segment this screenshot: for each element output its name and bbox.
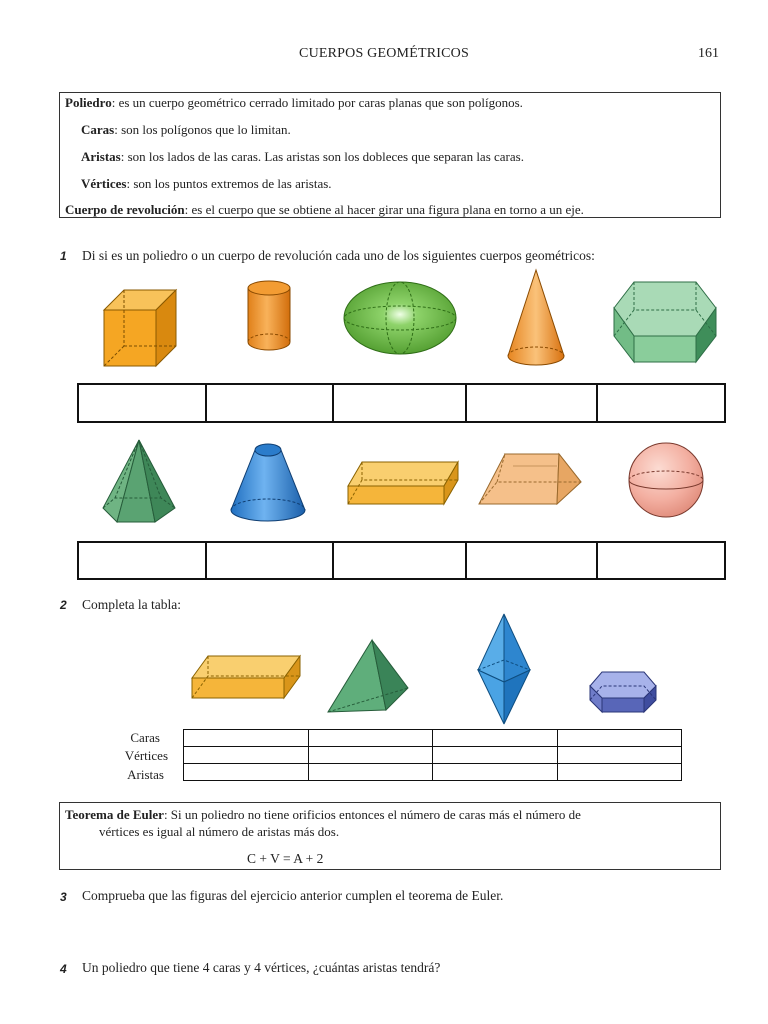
row-label-caras: Caras bbox=[130, 730, 160, 745]
table-row bbox=[184, 747, 682, 764]
sphere-figure bbox=[626, 440, 706, 520]
cylinder-figure bbox=[244, 280, 294, 354]
definition-text: : son los puntos extremos de las aristas. bbox=[126, 176, 332, 191]
exercise-3-number: 3 bbox=[60, 890, 67, 904]
exercise-2-text: Completa la tabla: bbox=[82, 597, 181, 612]
definition-caras bbox=[81, 122, 291, 138]
table-cell[interactable] bbox=[558, 764, 682, 781]
term-euler: Teorema de Euler bbox=[65, 807, 164, 822]
cone-figure bbox=[506, 268, 566, 370]
definition-vertices bbox=[81, 176, 332, 192]
euler-text-1: : Si un poliedro no tiene orificios entonces el número de caras más el número de bbox=[163, 807, 581, 822]
answer-cell[interactable] bbox=[466, 384, 597, 422]
answer-cell[interactable] bbox=[78, 384, 206, 422]
definition-poliedro bbox=[65, 95, 523, 111]
cube-figure bbox=[100, 286, 180, 368]
definition-cuerpo-revolucion bbox=[65, 202, 584, 218]
definition-text: : es el cuerpo que se obtiene al hacer girar una figura plana en torno a un eje. bbox=[184, 202, 584, 217]
exercise-4-text: Un poliedro que tiene 4 caras y 4 vértices, ¿cuántas aristas tendrá? bbox=[82, 960, 441, 975]
table-cell[interactable] bbox=[309, 730, 433, 747]
exercise-2-number: 2 bbox=[60, 598, 67, 612]
page-number: 161 bbox=[698, 46, 719, 61]
tetrahedron-figure bbox=[326, 638, 410, 716]
rectangular-prism-figure bbox=[346, 458, 460, 508]
truncated-cone-figure bbox=[229, 442, 307, 524]
answer-cell[interactable] bbox=[466, 542, 597, 579]
term-caras: Caras bbox=[81, 122, 115, 137]
definition-aristas bbox=[81, 149, 524, 165]
table-cell[interactable] bbox=[184, 747, 309, 764]
term-cuerpo-revolucion: Cuerpo de revolución bbox=[65, 202, 185, 217]
definitions-box bbox=[59, 92, 721, 218]
term-aristas: Aristas bbox=[81, 149, 121, 164]
answer-cell[interactable] bbox=[206, 542, 333, 579]
hexagonal-prism-figure-2 bbox=[588, 668, 658, 714]
answer-row-1 bbox=[77, 383, 726, 423]
frustum-prism-figure bbox=[477, 452, 583, 508]
table-cell[interactable] bbox=[433, 764, 558, 781]
exercise-1-text: Di si es un poliedro o un cuerpo de revolución cada uno de los siguientes cuerpos geométricos: bbox=[82, 248, 595, 263]
term-poliedro: Poliedro bbox=[65, 95, 112, 110]
table-cell[interactable] bbox=[309, 764, 433, 781]
page-title: CUERPOS GEOMÉTRICOS bbox=[299, 46, 469, 61]
euler-line-1 bbox=[65, 807, 581, 823]
answer-cell[interactable] bbox=[78, 542, 206, 579]
table-cell[interactable] bbox=[558, 747, 682, 764]
table-cell[interactable] bbox=[309, 747, 433, 764]
table-cell[interactable] bbox=[433, 747, 558, 764]
exercise-4-number: 4 bbox=[60, 962, 67, 976]
table-cell[interactable] bbox=[433, 730, 558, 747]
table-row bbox=[184, 730, 682, 747]
table-row bbox=[184, 764, 682, 781]
table-cell[interactable] bbox=[184, 730, 309, 747]
euler-line-2: vértices es igual al número de aristas más dos. bbox=[99, 824, 340, 839]
rectangular-prism-figure-2 bbox=[190, 652, 302, 700]
exercise-3-text: Comprueba que las figuras del ejercicio anterior cumplen el teorema de Euler. bbox=[82, 888, 504, 903]
row-label-vertices: Vértices bbox=[124, 748, 168, 763]
answer-cell[interactable] bbox=[597, 542, 725, 579]
answer-row-2 bbox=[77, 541, 726, 580]
answer-cell[interactable] bbox=[597, 384, 725, 422]
answer-cell[interactable] bbox=[333, 384, 466, 422]
row-label-aristas: Aristas bbox=[127, 767, 164, 782]
hexagonal-prism-figure bbox=[612, 280, 718, 364]
answer-cell[interactable] bbox=[333, 542, 466, 579]
ellipsoid-figure bbox=[342, 280, 458, 356]
euler-formula: C + V = A + 2 bbox=[247, 851, 324, 866]
answer-cell[interactable] bbox=[206, 384, 333, 422]
term-vertices: Vértices bbox=[81, 176, 127, 191]
euler-theorem-box bbox=[59, 802, 721, 870]
hexagonal-pyramid-figure bbox=[101, 438, 177, 526]
table-cell[interactable] bbox=[558, 730, 682, 747]
definition-text: : es un cuerpo geométrico cerrado limitado por caras planas que son polígonos. bbox=[111, 95, 523, 110]
exercise-2-table bbox=[183, 729, 682, 781]
definition-text: : son los polígonos que lo limitan. bbox=[114, 122, 291, 137]
table-cell[interactable] bbox=[184, 764, 309, 781]
exercise-1-number: 1 bbox=[60, 249, 67, 263]
bipyramid-figure bbox=[476, 612, 532, 726]
definition-text: : son los lados de las caras. Las aristas son los dobleces que separan las caras. bbox=[120, 149, 524, 164]
